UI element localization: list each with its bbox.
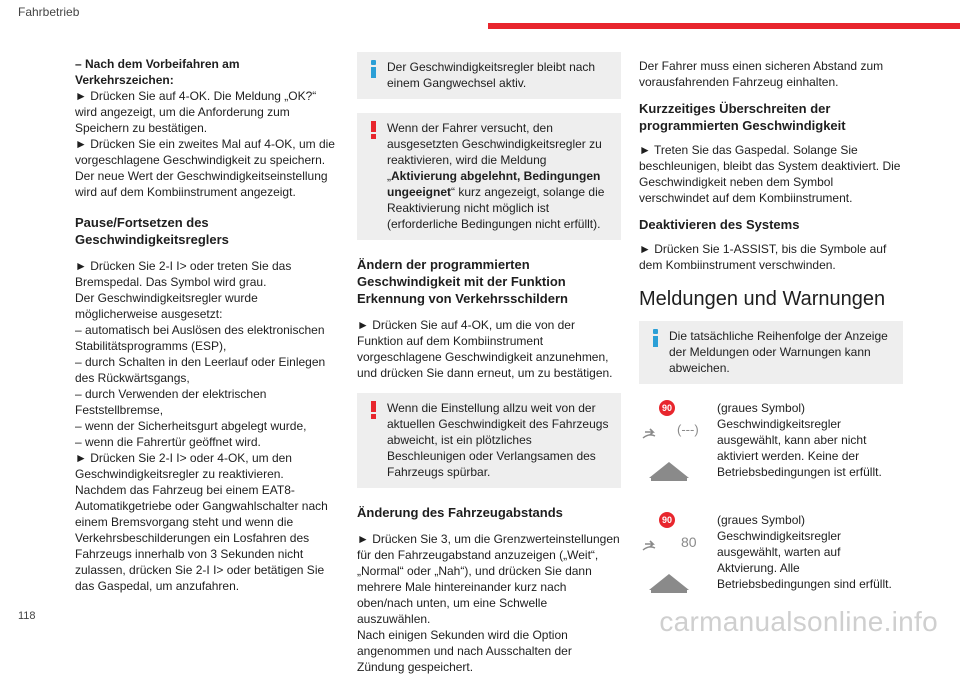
warning-box-1-text-a: Wenn der Fahrer versucht, den ausgesetzten Geschwindigkeitsregler zu reaktivieren, wird die Meldung „ [387,121,602,183]
col1-line-2: ► Drücken Sie auf 4-OK. Die Meldung „OK?“ wird angezeigt, um die Anforderung zum Speichern zu bestätigen. [75,89,317,135]
col3-p1: Der Fahrer muss einen sicheren Abstand zum vorausfahrenden Fahrzeug einhalten. [639,59,884,89]
col3-heading-2: Deaktivieren des Systems [639,217,800,232]
col1-p3: – automatisch bei Auslösen des elektronischen Stabilitätsprogramms (ESP), [75,323,325,353]
col1-p4: – durch Schalten in den Leerlauf oder Einlegen des Rückwärtsgangs, [75,355,326,385]
col1-p2: Der Geschwindigkeitsregler wurde möglicherweise ausgesetzt: [75,291,258,321]
info-icon [649,329,661,347]
col1-line-4: Der neue Wert der Geschwindigkeitseinstellung wird auf dem Kombiinstrument angezeigt. [75,169,328,199]
col1-p6: – wenn der Sicherheitsgurt abgelegt wurde, [75,419,307,433]
info-box-2 [639,321,903,384]
col2-heading-2: Änderung des Fahrzeugabstands [357,505,563,520]
warning-icon [367,401,379,419]
col1-p1: ► Drücken Sie 2-I I> oder treten Sie das Bremspedal. Das Symbol wird grau. [75,259,292,289]
col1-line-1: – Nach dem Vorbeifahren am Verkehrszeichen: [75,57,240,87]
col1-heading: Pause/Fortsetzen des Geschwindigkeitsreglers [75,215,229,247]
speed-readout: 80 [681,534,697,550]
header-accent-bar [488,23,960,29]
speed-sign-badge: 90 [659,400,675,416]
page-number: 118 [18,610,36,622]
warning-box-2 [357,393,621,488]
col3-heading-1: Kurzzeitiges Überschreiten der programmierten Geschwindigkeit [639,101,846,133]
col2-p2: ► Drücken Sie 3, um die Grenzwerteinstellungen für den Fahrzeugabstand anzuzeigen („Weit“, „Normal“ oder „Nah“), und drücken Sie dann mehrere Male hintereinander kurz nach oben/nach unten, um eine Schwelle auszuwählen. [357,532,620,626]
warning-icon [367,121,379,139]
speed-readout: (---) [677,422,699,437]
info-box-2-text: Die tatsächliche Reihenfolge der Anzeige der Meldungen oder Warnungen kann abweichen. [669,329,888,375]
warning-box-2-text: Wenn die Einstellung allzu weit von der aktuellen Geschwindigkeit des Fahrzeugs abweicht, ist ein plötzliches Beschleunigen oder Verlangsamen des Fahrzeugs spürbar. [387,401,609,479]
speed-sign-badge: 90 [659,512,675,528]
info-icon [367,60,379,78]
watermark: carmanualsonline.info [659,606,938,637]
info-box-1-text: Der Geschwindigkeitsregler bleibt nach einem Gangwechsel aktiv. [387,60,596,90]
symbol-row-1 [639,400,903,498]
column-3 [639,58,903,610]
col1-p5: – durch Verwenden der elektrischen Feststellbremse, [75,387,267,417]
col2-p1: ► Drücken Sie auf 4-OK, um die von der Funktion auf dem Kombiinstrument vorgeschlagene Geschwindigkeit anzunehmen, und drücken Sie dann erneut, um zu bestätigen. [357,318,613,380]
symbol-row-1-text: (graues Symbol) Geschwindigkeitsregler ausgewählt, kann aber nicht aktiviert werden. Keine der Betriebsbedingungen ist erfüllt. [717,401,882,479]
col1-line-3: ► Drücken Sie ein zweites Mal auf 4-OK, um die vorgeschlagene Geschwindigkeit zu speichern. [75,137,335,167]
warning-box-1-text-b: Aktivierung abgelehnt, Bedingungen ungeeignet [387,169,601,199]
header-title: Fahrbetrieb [18,5,80,19]
col2-p3: Nach einigen Sekunden wird die Option angenommen und nach Ausschalten der Zündung gespeichert. [357,628,572,674]
column-2 [357,52,621,675]
col3-p3: ► Drücken Sie 1-ASSIST, bis die Symbole auf dem Kombiinstrument verschwinden. [639,242,887,272]
warning-box-1-text-c: “ kurz angezeigt, solange die Reaktivierung nicht möglich ist (erforderliche Bedingungen nicht erfüllt). [387,185,605,231]
section-title: Meldungen und Warnungen [639,288,886,310]
col1-p7: – wenn die Fahrertür geöffnet wird. [75,435,261,449]
col1-p9: Nachdem das Fahrzeug bei einem EAT8-Automatikgetriebe oder Gangwahlschalter nach einem Bremsvorgang steht und wenn die Verkehrsbeschilderungen ein Losfahren des Fahrzeugs innerhalb von 3 Sekunden nicht zulassen, drücken Sie 2-I I> oder betätigen Sie das Gaspedal, um anzufahren. [75,483,328,593]
warning-box-1 [357,113,621,240]
col2-heading-1: Ändern der programmierten Geschwindigkeit mit der Funktion Erkennung von Verkehrsschildern [357,257,568,306]
symbol-row-2-text: (graues Symbol) Geschwindigkeitsregler ausgewählt, warten auf Aktvierung. Alle Betriebsbedingungen sind erfüllt. [717,513,892,591]
col3-p2: ► Treten Sie das Gaspedal. Solange Sie beschleunigen, bleibt das System deaktiviert. Die Geschwindigkeit neben dem Symbol verschwindet auf dem Kombiinstrument. [639,143,901,205]
col1-p8: ► Drücken Sie 2-I I> oder 4-OK, um den Geschwindigkeitsregler zu reaktivieren. [75,451,292,481]
column-1 [75,56,341,594]
info-box-1 [357,52,621,99]
symbol-row-2 [639,512,903,610]
